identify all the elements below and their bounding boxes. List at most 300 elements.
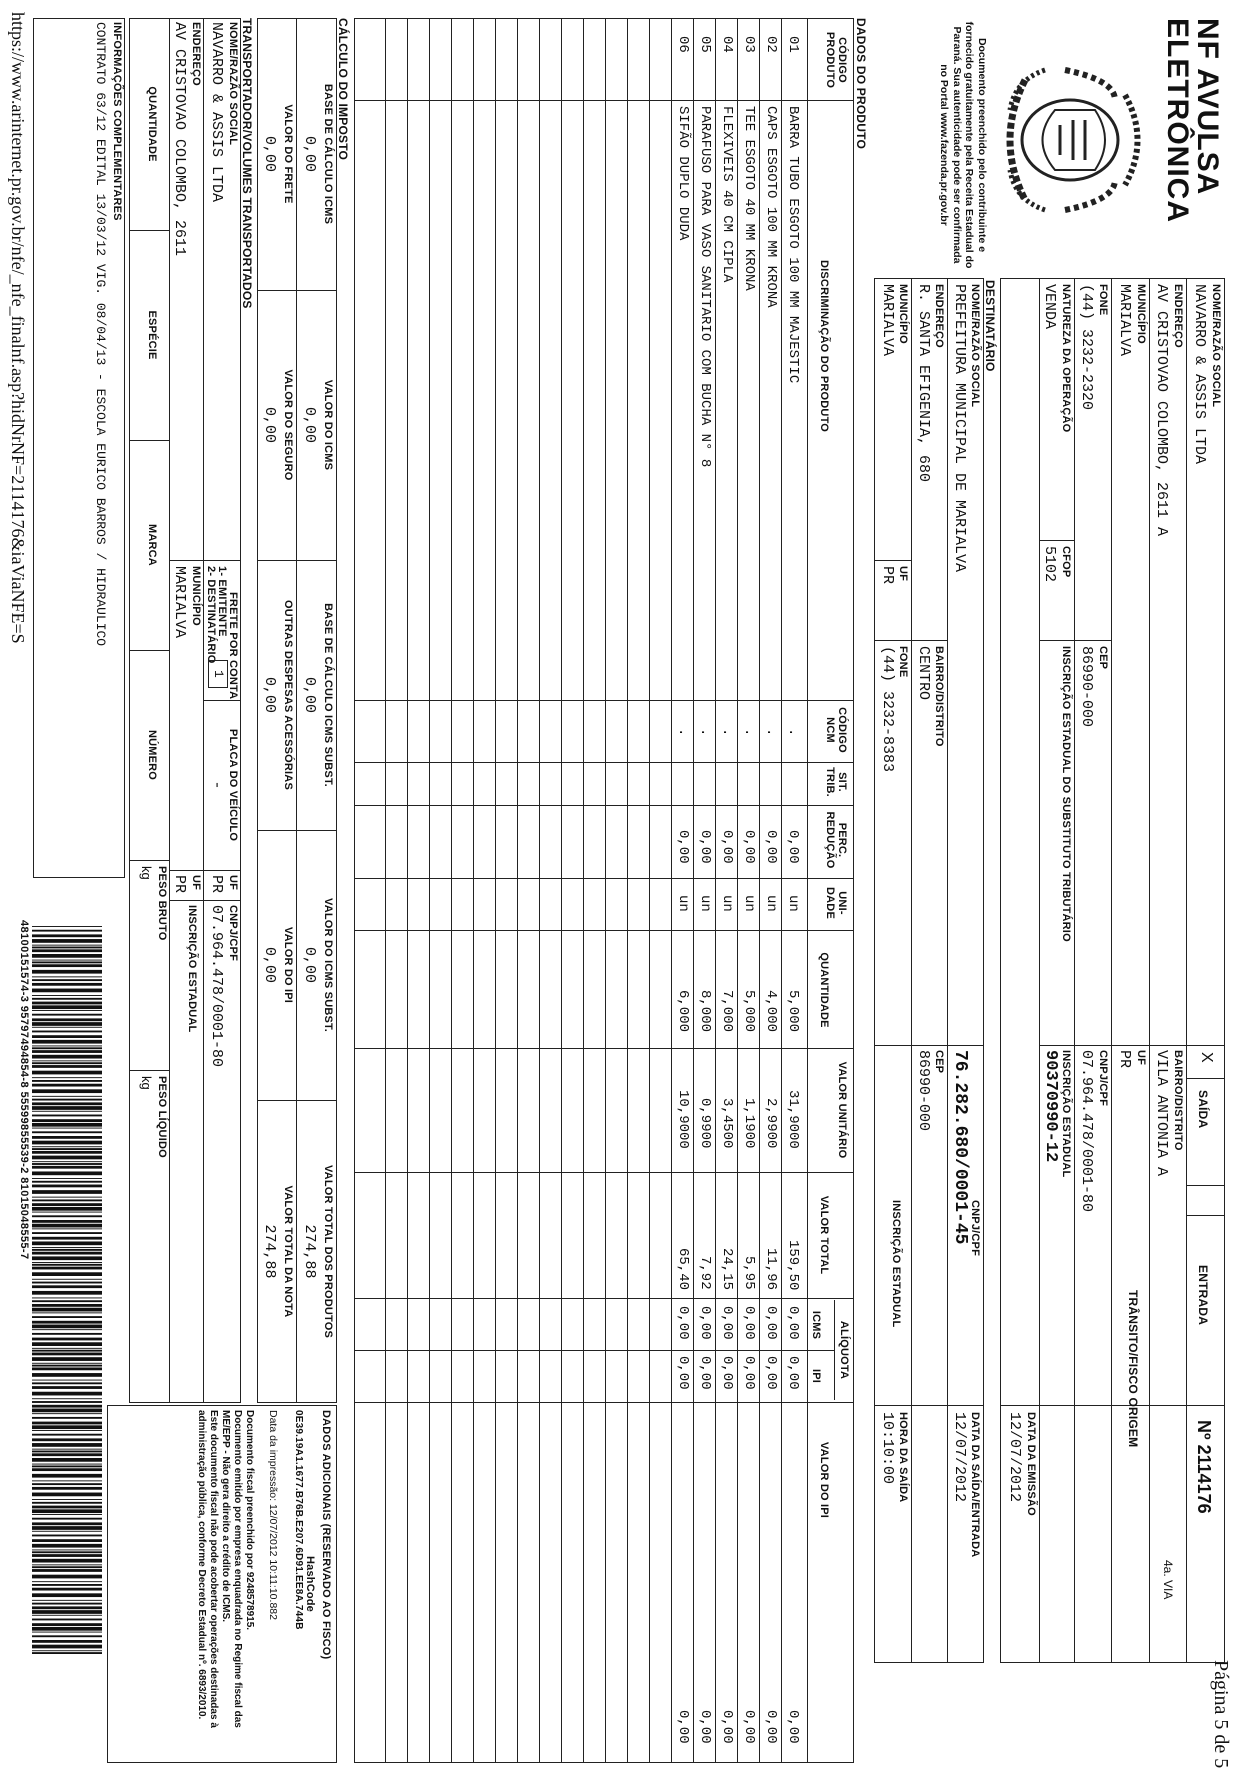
transp-uf2-label: UF: [190, 875, 202, 891]
prod-ipi: 0,00: [741, 1356, 757, 1390]
barcode-bar: [32, 1247, 102, 1248]
barcode-bar: [32, 1382, 102, 1384]
barcode-bar: [32, 1197, 102, 1198]
col-aliquota-label: ALÍQUOTA: [838, 1320, 850, 1380]
row-line: [539, 18, 540, 1763]
row-line: [605, 18, 606, 1763]
total-produtos: 274,88: [301, 1224, 318, 1279]
prod-quantidade: 6,000: [675, 990, 691, 1033]
barcode-bar: [32, 1564, 102, 1565]
row-line: [693, 18, 694, 1763]
barcode-digits: 48100151574-3 95797494854-8 55599855539-2 81015048555-7: [18, 920, 30, 1260]
barcode-bar: [32, 1279, 102, 1280]
prod-ipi: 0,00: [697, 1356, 713, 1390]
dest-municipio: MARIALVA: [879, 284, 896, 357]
prod-valor-ipi: 0,00: [675, 1710, 691, 1744]
barcode-bar: [32, 1166, 102, 1169]
transp-uf-label: UF: [227, 875, 239, 891]
barcode-bar: [32, 970, 102, 974]
col-unidade-label: UNI- DADE: [824, 887, 848, 919]
ie-label: INSCRIÇÃO ESTADUAL: [1060, 1050, 1072, 1178]
barcode-bar: [32, 1593, 102, 1597]
prod-ncm: .: [785, 728, 801, 737]
barcode-bar: [32, 1027, 102, 1028]
transito-label: TRÂNSITO/FISCO ORIGEM: [1126, 1290, 1140, 1448]
prod-perc: 0,00: [763, 830, 779, 864]
prod-ipi: 0,00: [785, 1356, 801, 1390]
barcode-bar: [32, 1156, 102, 1160]
barcode-bar: [32, 1392, 102, 1396]
prod-valor-ipi: 0,00: [763, 1710, 779, 1744]
row-line: [715, 18, 716, 1763]
barcode-bar: [32, 1650, 102, 1651]
emitente-endereco-label: ENDEREÇO: [1172, 284, 1184, 348]
total-nota-label: VALOR TOTAL DA NOTA: [282, 1185, 294, 1318]
transp-endereco: AV CRISTOVAO COLOMBO, 2611: [171, 22, 188, 257]
prod-codigo: 06: [675, 36, 691, 53]
barcode-bar: [32, 1178, 102, 1179]
dest-cnpj-label: CNPJ/CPF: [969, 1200, 981, 1256]
barcode-bar: [32, 1357, 102, 1361]
col-total-label: VALOR TOTAL: [818, 1195, 830, 1275]
barcode-bar: [32, 1115, 102, 1117]
fisco-texto2: Documento emitido por empresa enquadrada no Regime fiscal das ME/EPP - Não gera direito a crédito de ICMS.: [220, 1410, 243, 1728]
row-line: [649, 18, 650, 1763]
divider: [874, 640, 912, 641]
barcode-bar: [32, 1449, 102, 1450]
dest-ie-label: INSCRIÇÃO ESTADUAL: [890, 1200, 902, 1328]
ipi: 0,00: [261, 946, 278, 983]
barcode-bar: [32, 945, 102, 946]
barcode-bar: [32, 1065, 102, 1068]
barcode-bar: [32, 1581, 102, 1582]
fisco-box: [107, 1405, 337, 1763]
col-unitario-label: VALOR UNITÁRIO: [836, 1061, 848, 1159]
barcode-bar: [32, 1342, 102, 1346]
dest-endereco: R. SANTA EFIGENIA, 680: [915, 284, 932, 483]
col-perc-label: PERC. REDUÇÃO: [824, 811, 848, 869]
barcode-bar: [32, 1430, 102, 1431]
barcode-bar: [32, 1554, 102, 1557]
barcode-bar: [32, 979, 102, 981]
barcode-bar: [32, 1398, 102, 1399]
barcode-bar: [32, 1084, 102, 1087]
barcode-bar: [32, 1212, 102, 1213]
prod-icms: 0,00: [763, 1306, 779, 1340]
barcode-bar: [32, 1353, 102, 1356]
barcode-bar: [32, 1312, 102, 1313]
col-ipi-label: IPI: [810, 1368, 822, 1384]
col-codigo-label: CÓDIGO PRODUTO: [824, 31, 848, 89]
prod-unidade: un: [697, 895, 713, 912]
row-line: [407, 18, 408, 1763]
prod-unitario: 3,4500: [719, 1098, 735, 1149]
issuer-note: Documento preenchido pelo contribuinte e fornecido gratuitamente pela Receita Estadual do Paraná. Sua autenticidade pode ser confirmada no Portal www.fazenda.pr.gov.br: [938, 21, 988, 269]
barcode-bar: [32, 947, 102, 949]
barcode-bar: [32, 949, 102, 952]
prod-icms: 0,00: [719, 1306, 735, 1340]
col-icms-label: ICMS: [810, 1310, 822, 1340]
transp-uf: PR: [208, 875, 225, 894]
barcode-bar: [32, 1652, 102, 1654]
valor-st: 0,00: [301, 946, 318, 983]
prod-descricao: CAPS ESGOTO 100 MM KRONA: [763, 106, 779, 308]
product-row-6: [672, 0, 694, 1783]
page-number: Página 5 de 5: [1210, 1660, 1232, 1769]
emitente-uf: PR: [1116, 1050, 1133, 1069]
barcode-bar: [32, 1304, 102, 1307]
barcode-bar: [32, 1123, 102, 1127]
col-sit-label: SIT. TRIB.: [824, 767, 848, 797]
transp-razao: NAVARRO & ASSIS LTDA: [208, 22, 225, 203]
barcode-bar: [32, 1148, 102, 1150]
prod-descricao: TEE ESGOTO 40 MM KRONA: [741, 106, 757, 291]
barcode-bar: [32, 1249, 102, 1251]
dest-uf: PR: [879, 566, 896, 585]
transp-municipio-label: MUNICÍPIO: [190, 566, 202, 626]
divider: [170, 560, 204, 561]
fisco-texto3: Este documento fiscal não pode acobertar operações destinadas à administração pública, conforme Decreto Estadual nº. 6893/2010.: [196, 1410, 219, 1728]
row-line: [451, 18, 452, 1763]
barcode-bar: [32, 1619, 102, 1621]
barcode-bar: [32, 1610, 102, 1614]
prod-descricao: BARRA TUBO ESGOTO 100 MM MAJESTIC: [785, 106, 801, 384]
barcode-bar: [32, 1417, 102, 1419]
barcode-bar: [32, 1300, 102, 1302]
frete-label: VALOR DO FRETE: [282, 104, 294, 204]
barcode-bar: [32, 1291, 102, 1295]
prod-icms: 0,00: [741, 1306, 757, 1340]
prod-ipi: 0,00: [675, 1356, 691, 1390]
row-line: [583, 18, 584, 1763]
saida-mark: X: [1198, 1052, 1215, 1063]
barcode-bar: [32, 1256, 102, 1260]
transp-quantidade-label: QUANTIDADE: [146, 86, 158, 162]
valor-icms-label: VALOR DO ICMS: [322, 379, 334, 471]
barcode-bar: [32, 1566, 102, 1568]
prod-unitario: 10,9000: [675, 1090, 691, 1149]
barcode-bar: [32, 1077, 102, 1078]
barcode-bar: [32, 1514, 102, 1515]
barcode-bar: [32, 1363, 102, 1364]
natureza: VENDA: [1041, 284, 1058, 330]
title-line-1: NF AVULSA: [1191, 18, 1224, 196]
emitente-municipio-label: MUNICÍPIO: [1135, 284, 1147, 344]
prod-ncm: .: [697, 728, 713, 737]
transp-especie-label: ESPÉCIE: [146, 310, 158, 360]
emitente-fone-label: FONE: [1097, 284, 1109, 316]
barcode-bar: [32, 1531, 102, 1532]
divider: [1039, 278, 1040, 1663]
frete-opt2: 2- DESTINATÁRIO: [205, 566, 217, 664]
prod-quantidade: 5,000: [741, 990, 757, 1033]
prod-unitario: 0,9900: [697, 1098, 713, 1149]
barcode-bar: [32, 1535, 102, 1537]
barcode-bar: [32, 1499, 102, 1500]
ie-st-label: INSCRIÇÃO ESTADUAL DO SUBSTITUTO TRIBUTÁRIO: [1060, 646, 1072, 942]
barcode-bar: [32, 1060, 102, 1061]
barcode-bar: [32, 1080, 102, 1082]
row-line: [429, 18, 430, 1763]
prod-total: 7,92: [697, 1256, 713, 1290]
barcode-bar: [32, 1308, 102, 1312]
saida-label: SAÍDA: [1196, 1090, 1210, 1129]
barcode-bar: [32, 1096, 102, 1097]
base-st-label: BASE DE CÁLCULO ICMS SUBST.: [322, 603, 334, 787]
barcode-bar: [32, 1544, 102, 1548]
barcode-bar: [32, 1458, 102, 1462]
barcode-bar: [32, 1141, 102, 1145]
dest-municipio-label: MUNICÍPIO: [897, 284, 909, 344]
barcode-bar: [32, 1055, 102, 1059]
barcode-bar: [32, 1102, 102, 1105]
barcode-bar: [32, 1600, 102, 1601]
barcode-bar: [32, 1241, 102, 1245]
divider: [296, 18, 297, 1403]
divider: [129, 860, 170, 861]
seguro-label: VALOR DO SEGURO: [282, 369, 294, 481]
transp-razao-label: NOME/RAZÃO SOCIAL: [227, 22, 239, 146]
prod-perc: 0,00: [697, 830, 713, 864]
row-line: [385, 18, 386, 1763]
barcode-bar: [32, 1509, 102, 1513]
divider: [1040, 1045, 1075, 1046]
barcode-bar: [32, 1539, 102, 1542]
prod-total: 159,50: [785, 1240, 801, 1291]
prod-perc: 0,00: [719, 830, 735, 864]
entrada-label: ENTRADA: [1196, 1265, 1210, 1326]
emitente-cep: 86990-000: [1078, 646, 1095, 728]
prod-valor-ipi: 0,00: [785, 1710, 801, 1744]
barcode-bar: [32, 983, 102, 986]
prod-unidade: un: [741, 895, 757, 912]
placa-label: PLACA DO VEÍCULO: [227, 728, 239, 842]
barcode-bar: [32, 1185, 102, 1188]
divider: [1150, 1045, 1187, 1046]
transp-cnpj: 07.964.478/0001-80: [208, 905, 225, 1068]
barcode-bar: [32, 1333, 102, 1335]
base-icms-label: BASE DE CÁLCULO ICMS: [322, 83, 334, 225]
prod-quantidade: 4,000: [763, 990, 779, 1033]
transp-municipio: MARIALVA: [171, 566, 188, 639]
prod-unidade: un: [719, 895, 735, 912]
prod-icms: 0,00: [675, 1306, 691, 1340]
divider: [1187, 1185, 1225, 1186]
barcode-bar: [32, 1632, 102, 1633]
imposto-box: [373, 18, 374, 1763]
transp-ie-label: INSCRIÇÃO ESTADUAL: [186, 905, 198, 1033]
barcode-bar: [32, 1199, 102, 1201]
row-line: [671, 18, 672, 1763]
prod-unitario: 1,1900: [741, 1098, 757, 1149]
divider: [912, 640, 948, 641]
divider: [170, 900, 241, 901]
barcode-bar: [32, 1526, 102, 1530]
barcode-bar: [32, 1338, 102, 1341]
ipi-label: VALOR DO IPI: [282, 926, 294, 1004]
barcode-bar: [32, 1010, 102, 1011]
product-row-4: [716, 0, 738, 1783]
divider: [911, 278, 912, 1663]
barcode-bar: [32, 1190, 102, 1194]
base-st: 0,00: [301, 676, 318, 713]
barcode-bar: [32, 1220, 102, 1223]
barcode-bar: [32, 939, 102, 943]
dest-razao-label: NOME/RAZÃO SOCIAL: [969, 284, 981, 408]
barcode-bar: [32, 1151, 102, 1154]
barcode-bar: [32, 1584, 102, 1586]
barcode-bar: [32, 1285, 102, 1288]
barcode-bar: [32, 1264, 102, 1266]
ie: 90370990-12: [1041, 1050, 1060, 1163]
barcode-bar: [32, 1635, 102, 1637]
barcode-bar: [32, 1252, 102, 1255]
barcode-bar: [32, 934, 102, 937]
divider: [169, 18, 170, 1403]
page-url: https://www.arinternet.pr.gov.br/nfe/_nfe_finalnf.asp?hidNrNF=2114176&iaViaNFE=S: [8, 12, 28, 644]
frete-conta: 1: [211, 670, 226, 678]
barcode-bar: [32, 1045, 102, 1046]
dest-fone: (44) 3232-8383: [879, 646, 896, 773]
seguro: 0,00: [261, 406, 278, 443]
prod-unidade: un: [675, 895, 691, 912]
divider: [874, 560, 912, 561]
barcode-bar: [32, 1493, 102, 1497]
barcode-bar: [32, 1522, 102, 1525]
peso-bruto-label: PESO BRUTO: [156, 866, 168, 941]
peso-liquido-unit: kg: [139, 1076, 154, 1090]
barcode-bar: [32, 1443, 102, 1447]
barcode-bar: [32, 1047, 102, 1049]
prod-perc: 0,00: [785, 830, 801, 864]
divider: [874, 1405, 984, 1406]
prod-codigo: 05: [697, 36, 713, 53]
emitente-cep-label: CEP: [1097, 646, 1109, 670]
col-quantidade-label: QUANTIDADE: [818, 952, 830, 1028]
dest-data-saida: 12/07/2012: [951, 1412, 968, 1503]
divider: [1075, 1045, 1112, 1046]
frete-conta-label: FRETE POR CONTA: [227, 592, 239, 700]
divider: [203, 18, 204, 1403]
emitente-uf-label: UF: [1135, 1050, 1147, 1066]
barcode-bar: [32, 930, 102, 932]
prod-quantidade: 5,000: [785, 990, 801, 1033]
impressao: Data da impressão: 12/07/2012 10:11:10.882: [267, 1410, 279, 1620]
barcode-bar: [32, 1321, 102, 1324]
emitente-cnpj: 07.964.478/0001-80: [1078, 1050, 1095, 1213]
divider: [1075, 640, 1112, 641]
divider: [1040, 540, 1075, 541]
divider: [129, 1070, 170, 1071]
barcode-bar: [32, 1071, 102, 1075]
divider: [1111, 278, 1112, 1663]
fisco-label: DADOS ADICIONAIS (RESERVADO AO FISCO): [320, 1410, 332, 1660]
emitente-cnpj-label: CNPJ/CPF: [1097, 1050, 1109, 1106]
prod-unidade: un: [785, 895, 801, 912]
barcode-bar: [32, 1373, 102, 1377]
prod-codigo: 01: [785, 36, 801, 53]
barcode-bar: [32, 1014, 102, 1016]
prod-unitario: 31,9000: [785, 1090, 801, 1149]
divider: [1000, 1405, 1225, 1406]
product-row-1: [782, 0, 804, 1783]
prod-quantidade: 7,000: [719, 990, 735, 1033]
total-produtos-label: VALOR TOTAL DOS PRODUTOS: [322, 1164, 334, 1339]
prod-codigo: 04: [719, 36, 735, 53]
barcode-bar: [32, 995, 102, 996]
prod-ipi: 0,00: [719, 1356, 735, 1390]
prod-icms: 0,00: [785, 1306, 801, 1340]
barcode-bar: [32, 1002, 102, 1005]
prod-descricao: SIFÃO DUPLO DUDA: [675, 106, 691, 241]
prod-ncm: .: [741, 728, 757, 737]
row-line: [627, 18, 628, 1763]
transp-endereco-label: ENDEREÇO: [190, 22, 202, 86]
prod-total: 5,95: [741, 1256, 757, 1290]
barcode-bar: [32, 1506, 102, 1509]
imposto-section: CÁLCULO DO IMPOSTO: [336, 18, 350, 161]
barcode-bar: [32, 1518, 102, 1520]
barcode-bar: [32, 1615, 102, 1616]
row-line: [781, 18, 782, 1763]
outras: 0,00: [261, 676, 278, 713]
barcode-bar: [32, 1131, 102, 1133]
barcode-bar: [32, 961, 102, 963]
destinatario-section: DESTINATÁRIO: [983, 280, 997, 372]
barcode-bar: [32, 1040, 102, 1044]
dest-fone-label: FONE: [897, 646, 909, 678]
total-nota: 274,88: [261, 1224, 278, 1279]
prod-valor-ipi: 0,00: [697, 1710, 713, 1744]
divider: [1074, 278, 1075, 1663]
prod-perc: 0,00: [675, 830, 691, 864]
barcode-bar: [32, 1405, 102, 1408]
divider: [1186, 278, 1187, 1663]
emitente-razao-label: NOME/RAZÃO SOCIAL: [1210, 284, 1222, 408]
prod-total: 24,15: [719, 1248, 735, 1291]
barcode-bar: [32, 1480, 102, 1481]
title-line-2: ELETRÔNICA: [1161, 18, 1194, 223]
col-ncm-label: CÓDIGO NCM: [824, 707, 848, 753]
barcode-bar: [32, 1464, 102, 1465]
col-valor-ipi-label: VALOR DO IPI: [818, 1441, 830, 1519]
barcode-bar: [32, 1106, 102, 1110]
barcode-bar: [32, 1483, 102, 1485]
emitente-fone: (44) 3232-2320: [1078, 284, 1095, 411]
invoice-number: Nº 2114176: [1194, 1420, 1214, 1514]
emitente-bairro-label: BAIRRO/DISTRITO: [1172, 1050, 1184, 1151]
emitente-razao: NAVARRO & ASSIS LTDA: [1191, 284, 1208, 465]
emitente-bairro: VILA ANTONIA A: [1153, 1050, 1170, 1177]
divider: [1112, 1045, 1150, 1046]
hashcode: 0E39.19A1.1677.B76B.E207.6D91.EE8A.744B: [293, 1410, 304, 1630]
transp-marca-label: MARCA: [146, 524, 158, 566]
complementares-texto: CONTRATO 63/12 EDITAL 13/03/12 VIG. 08/04/13 - ESCOLA EURICO BARROS / HIDRAULICO: [93, 22, 108, 647]
barcode-bar: [32, 1232, 102, 1234]
barcode-bar: [32, 1171, 102, 1175]
product-row-2: [760, 0, 782, 1783]
barcode-bar: [32, 1438, 102, 1441]
barcode-bar: [32, 1451, 102, 1453]
row-line: [759, 18, 760, 1763]
barcode-bar: [32, 1018, 102, 1021]
barcode-bar: [32, 1425, 102, 1429]
prod-total: 11,96: [763, 1248, 779, 1291]
peso-liquido-label: PESO LÍQUIDO: [156, 1076, 168, 1158]
fisco-texto1: Documento fiscal preenchido por 9248578915.: [244, 1410, 255, 1631]
barcode-bar: [32, 1409, 102, 1413]
barcode-bar: [32, 1434, 102, 1436]
